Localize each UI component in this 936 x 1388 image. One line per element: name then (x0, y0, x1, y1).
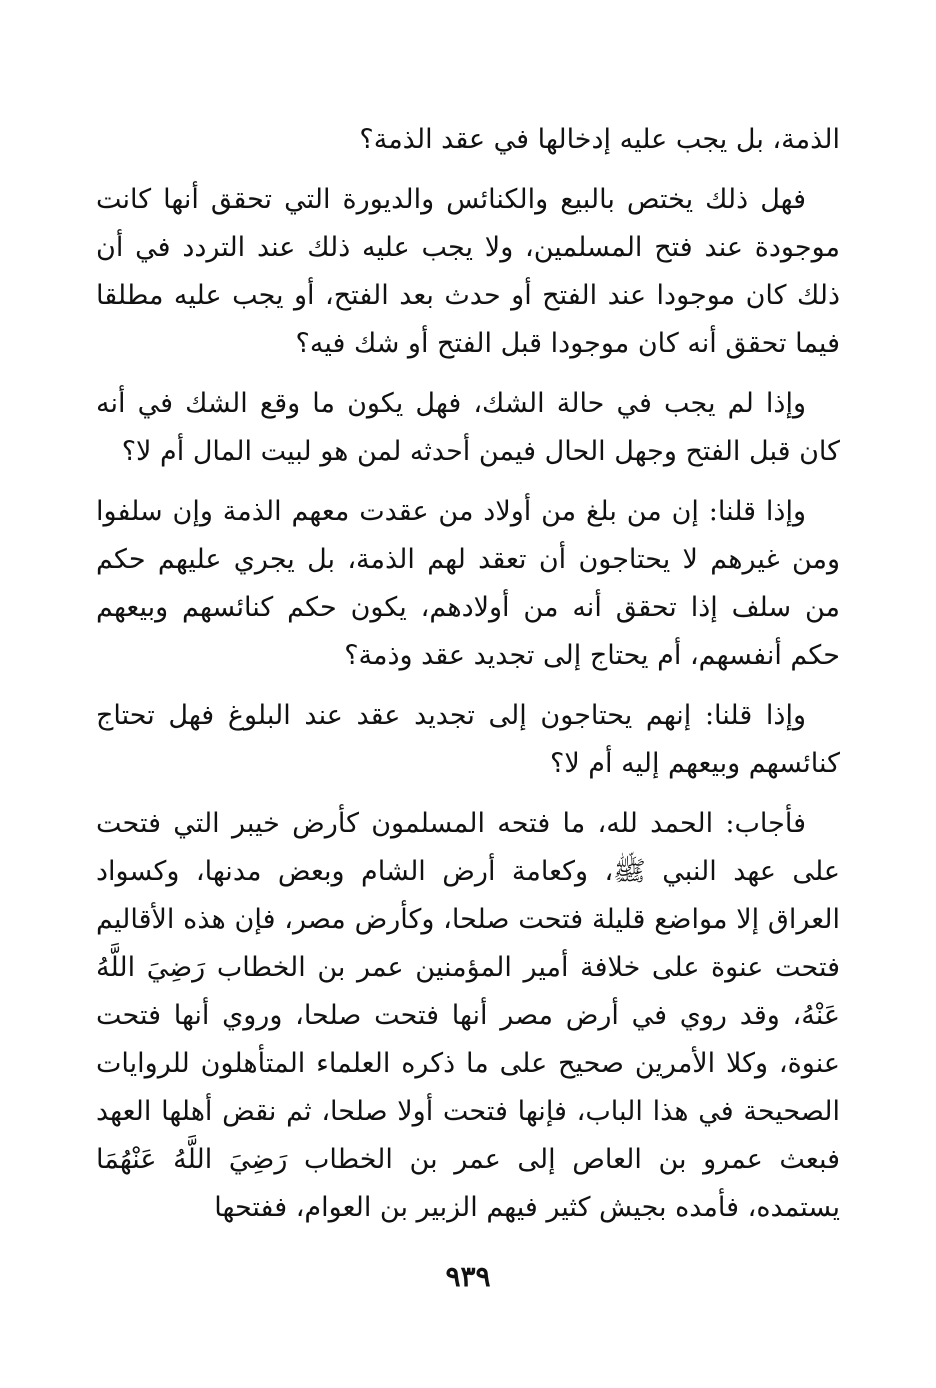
paragraph-answer: فأجاب: الحمد لله، ما فتحه المسلمون كأرض خيبر التي فتحت على عهد النبي ﷺ، وكعامة أرض الشام وبعض مدنها، وكسواد العراق إلا مواضع قليلة فتحت صلحا، وكأرض مصر، فإن هذه الأقاليم فتحت عنوة على خلافة أمير المؤمنين عمر بن الخطاب رَضِيَ اللَّهُ عَنْهُ، وقد روي في أرض مصر أنها فتحت صلحا، وروي أنها فتحت عنوة، وكلا الأمرين صحيح على ما ذكره العلماء المتأهلون للروايات الصحيحة في هذا الباب، فإنها فتحت أولا صلحا، ثم نقض أهلها العهد فبعث عمرو بن العاص إلى عمر بن الخطاب رَضِيَ اللَّهُ عَنْهُمَا يستمده، فأمده بجيش كثير فيهم الزبير بن العوام، ففتحها (96, 808, 841, 1223)
paragraph-question-2: وإذا لم يجب في حالة الشك، فهل يكون ما وقع الشك في أنه كان قبل الفتح وجهل الحال فيمن أحدثه لمن هو لبيت المال أم لا؟ (96, 388, 840, 467)
page-number: ٩٣٩ (445, 1260, 491, 1293)
paragraph-question-4: وإذا قلنا: إنهم يحتاجون إلى تجديد عقد عند البلوغ فهل تحتاج كنائسهم وبيعهم إليه أم لا؟ (96, 700, 840, 779)
paragraph-continuation: الذمة، بل يجب عليه إدخالها في عقد الذمة؟ (359, 124, 840, 155)
paragraph-question-3: وإذا قلنا: إن من بلغ من أولاد من عقدت معهم الذمة وإن سلفوا ومن غيرهم لا يحتاجون أن تعقد لهم الذمة، بل يجري عليهم حكم من سلف إذا تحقق أنه من أولادهم، يكون حكم كنائسهم وبيعهم حكم أنفسهم، أم يحتاج إلى تجديد عقد وذمة؟ (96, 496, 840, 671)
paragraph-question-1: فهل ذلك يختص بالبيع والكنائس والديورة التي تحقق أنها كانت موجودة عند فتح المسلمين، ولا يجب عليه ذلك عند التردد في أن ذلك كان موجودا عند الفتح أو حدث بعد الفتح، أو يجب عليه مطلقا فيما تحقق أنه كان موجودا قبل الفتح أو شك فيه؟ (96, 184, 840, 359)
page-body (96, 116, 840, 1244)
